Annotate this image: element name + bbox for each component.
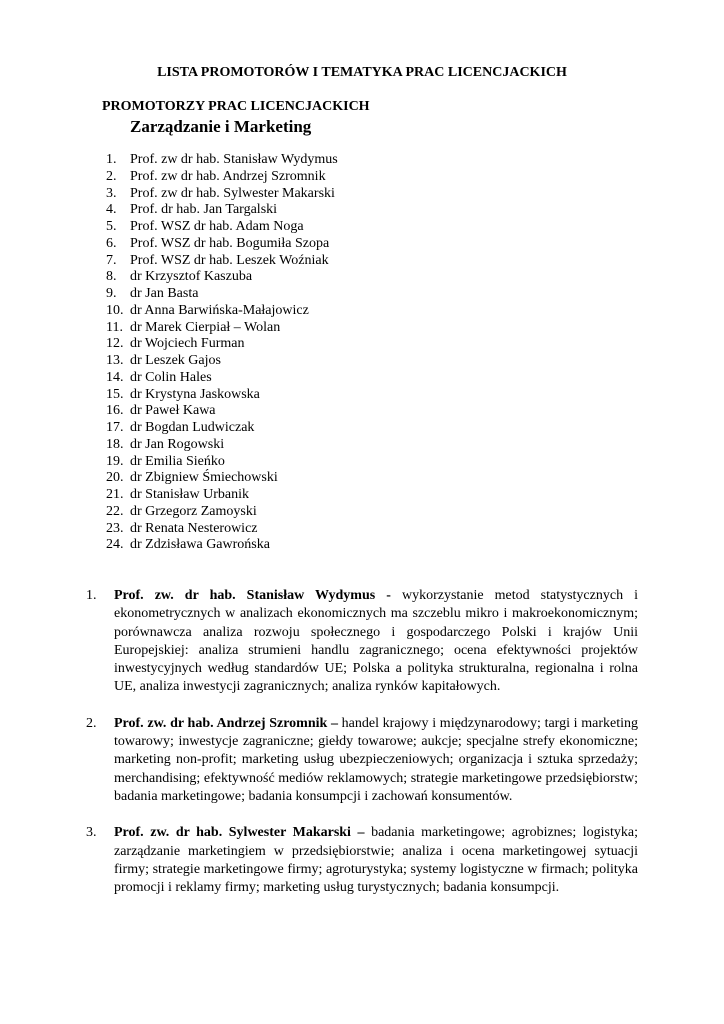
list-item: [106, 219, 338, 236]
list-item-number: 11.: [106, 319, 123, 335]
topic-entry-number: 3.: [86, 825, 97, 841]
topic-entry-number: 1.: [86, 588, 97, 603]
list-item-name: Prof. zw dr hab. Andrzej Szromnik: [130, 168, 326, 184]
list-item-name: dr Leszek Gajos: [130, 353, 221, 368]
list-item: [106, 253, 338, 270]
list-item-number: 6.: [106, 235, 117, 251]
list-item-name: dr Anna Barwińska-Małajowicz: [130, 302, 309, 318]
list-item-name: dr Colin Hales: [130, 369, 212, 385]
list-item: [106, 454, 338, 471]
topic-entry-name: Prof. zw. dr hab. Stanisław Wydymus -: [114, 588, 391, 603]
list-item-name: dr Krystyna Jaskowska: [130, 386, 260, 402]
list-item: [106, 437, 338, 454]
list-item-number: 1.: [106, 152, 117, 167]
list-item: [106, 286, 338, 303]
list-item-name: dr Emilia Sieńko: [130, 453, 225, 469]
list-item-number: 18.: [106, 436, 124, 452]
list-item: [106, 152, 338, 169]
topic-entry-name: Prof. zw. dr hab. Sylwester Makarski –: [114, 825, 365, 841]
list-item: [106, 303, 338, 320]
list-item-number: 23.: [106, 520, 124, 536]
list-item-name: dr Renata Nesterowicz: [130, 520, 258, 536]
promoters-list: [106, 152, 338, 554]
list-item: [106, 537, 338, 554]
list-item: [106, 169, 338, 186]
section-title: PROMOTORZY PRAC LICENCJACKICH: [102, 99, 370, 114]
list-item-number: 14.: [106, 369, 124, 385]
list-item-name: dr Stanisław Urbanik: [130, 487, 249, 502]
topic-entry-topics: wykorzystanie metod statystycznych i ekonometrycznych w analizach ekonomicznych ma szczeblu mikro i makroekonomicznym; porównawcza analiza rozwoju społecznego i gospodarczego Polski i krajów Unii Europejskiej: analiza strumieni handlu zagranicznego; ocena efektywności projektów inwestycyjnych według standardów UE; Polska a polityka strukturalna, regionalna i rolna UE, analiza inwestycji zagranicznych; analiza rynków kapitałowych.: [114, 588, 639, 695]
list-item: [106, 202, 338, 219]
topic-entry-name: Prof. zw. dr hab. Andrzej Szromnik –: [114, 715, 338, 731]
list-item-number: 5.: [106, 219, 117, 234]
list-item-name: Prof. WSZ dr hab. Adam Noga: [130, 219, 304, 234]
list-item: [106, 370, 338, 387]
list-item-number: 9.: [106, 286, 117, 301]
list-item-name: dr Jan Basta: [130, 286, 199, 301]
list-item-name: dr Grzegorz Zamoyski: [130, 503, 257, 519]
list-item-number: 7.: [106, 252, 117, 268]
list-item-name: dr Marek Cierpiał – Wolan: [130, 319, 281, 335]
document-title: LISTA PROMOTORÓW I TEMATYKA PRAC LICENCJACKICH: [157, 65, 567, 80]
list-item: [106, 420, 338, 437]
list-item-name: Prof. WSZ dr hab. Bogumiła Szopa: [130, 235, 330, 251]
section-subtitle: Zarządzanie i Marketing: [130, 117, 312, 136]
list-item: [106, 487, 338, 504]
list-item-name: dr Wojciech Furman: [130, 336, 245, 352]
list-item-name: dr Krzysztof Kaszuba: [130, 269, 253, 285]
list-item: [106, 387, 338, 404]
list-item: [106, 320, 338, 337]
list-item: [106, 336, 338, 353]
list-item-number: 3.: [106, 185, 117, 201]
topic-entry-body: [114, 715, 638, 806]
topic-entry: [86, 587, 638, 697]
list-item-number: 4.: [106, 202, 117, 218]
topic-entry-topics: badania marketingowe; agrobiznes; logistyka; zarządzanie marketingiem w przedsiębiorstwie; analiza i ocena marketingowej sytuacji firmy; strategie marketingowe firmy; agroturystyka; systemy logistyczne w firmach; polityka promocji i reklamy firmy; marketing usług turystycznych; badania konsumpcji.: [114, 825, 639, 896]
list-item-name: Prof. dr hab. Jan Targalski: [130, 202, 278, 218]
topic-entry-number: 2.: [86, 715, 97, 731]
list-item-number: 24.: [106, 537, 124, 553]
topics-section: [86, 587, 638, 915]
list-item: [106, 504, 338, 521]
list-item-name: dr Zdzisława Gawrońska: [130, 537, 270, 553]
list-item: [106, 353, 338, 370]
list-item-number: 21.: [106, 487, 124, 502]
topic-entry: [86, 824, 638, 897]
list-item-number: 12.: [106, 336, 124, 352]
list-item-name: Prof. WSZ dr hab. Leszek Woźniak: [130, 252, 329, 268]
list-item: [106, 186, 338, 203]
list-item-number: 19.: [106, 453, 124, 469]
list-item-number: 8.: [106, 269, 117, 285]
list-item-name: dr Jan Rogowski: [130, 436, 225, 452]
list-item-name: Prof. zw dr hab. Sylwester Makarski: [130, 185, 335, 201]
list-item: [106, 403, 338, 420]
list-item: [106, 269, 338, 286]
list-item-name: dr Bogdan Ludwiczak: [130, 420, 255, 435]
list-item-name: dr Paweł Kawa: [130, 403, 216, 419]
list-item-number: 2.: [106, 168, 117, 184]
list-item: [106, 470, 338, 487]
list-item-number: 17.: [106, 420, 124, 435]
list-item-name: Prof. zw dr hab. Stanisław Wydymus: [130, 152, 338, 167]
list-item: [106, 236, 338, 253]
list-item-number: 16.: [106, 403, 124, 419]
list-item-name: dr Zbigniew Śmiechowski: [130, 470, 278, 486]
topic-entry: [86, 715, 638, 806]
topic-entry-body: [114, 587, 638, 697]
list-item-number: 22.: [106, 503, 124, 519]
list-item-number: 20.: [106, 470, 124, 486]
list-item-number: 10.: [106, 302, 124, 318]
list-item-number: 15.: [106, 386, 124, 402]
list-item-number: 13.: [106, 353, 124, 368]
list-item: [106, 521, 338, 538]
topic-entry-body: [114, 824, 638, 897]
topic-entry-topics: handel krajowy i międzynarodowy; targi i marketing towarowy; inwestycje zagraniczne; giełdy towarowe; aukcje; specjalne strefy ekonomiczne; marketing non-profit; marketing usług ubezpieczeniowych; organizacja i sztuka sprzedaży; merchandising; efektywność mediów reklamowych; strategie marketingowe przedsiębiorstw; badania marketingowe; badania konsumpcji i zachowań konsumentów.: [114, 715, 638, 804]
